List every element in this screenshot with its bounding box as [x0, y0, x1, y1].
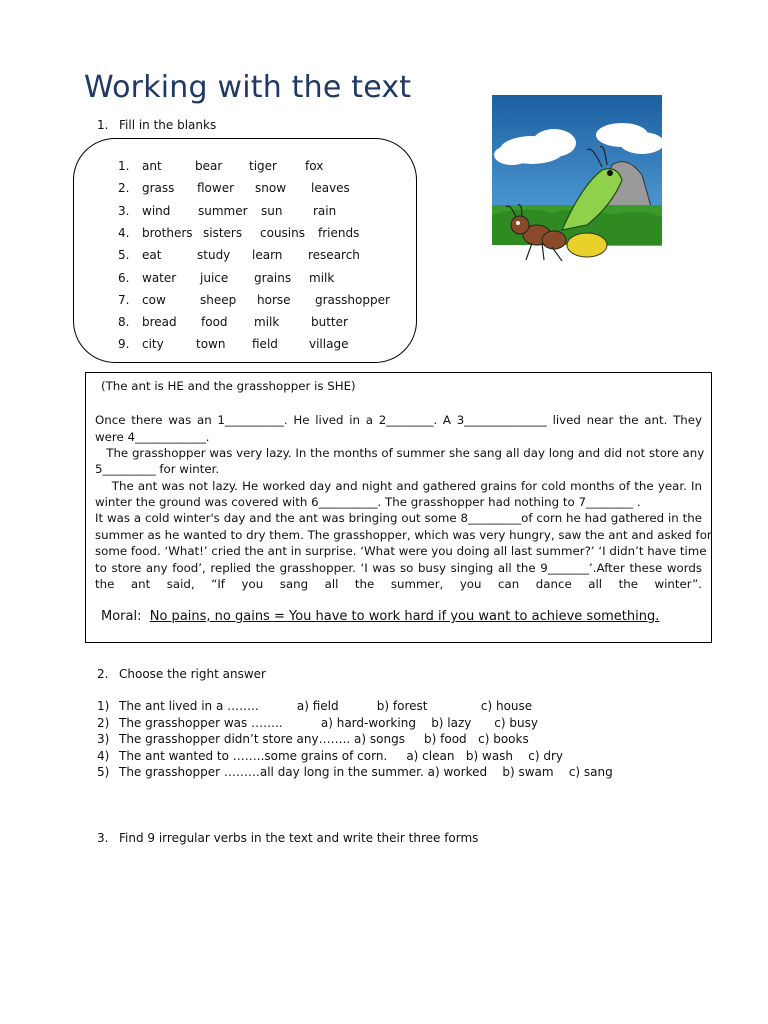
story-line: winter the ground was covered with 6__________. The grasshopper had nothing to 7________ . — [95, 495, 641, 509]
section-1-number: 1. — [97, 118, 109, 132]
story-line: The grasshopper was very lazy. In the months of summer she sang all day long and did not store any — [95, 446, 705, 460]
story-line: Once there was an 1__________. He lived in a 2________. A 3______________ lived near the ant. They — [95, 413, 702, 427]
section-3-number: 3. — [97, 831, 109, 845]
section-2-number: 2. — [97, 667, 109, 681]
story-line: It was a cold winter's day and the ant was bringing out some 8_________of corn he had gathered in the — [95, 511, 702, 525]
moral-text: No pains, no gains = You have to work hard if you want to achieve something. — [149, 609, 660, 624]
story-line: summer as he wanted to dry them. The grasshopper, which was very hungry, saw the ant and asked for — [95, 528, 712, 542]
moral — [101, 609, 659, 624]
section-2-heading — [97, 667, 266, 681]
page-title: Working with the text — [84, 70, 412, 105]
story-note: (The ant is HE and the grasshopper is SHE) — [101, 379, 356, 393]
story-line: the ant said, “If you sang all the summer, you can dance all the winter”. — [95, 577, 702, 591]
moral-label: Moral: — [101, 609, 142, 624]
story-line: 5_________ for winter. — [95, 462, 220, 476]
story-line: were 4____________. — [95, 430, 210, 444]
ant-grasshopper-illustration — [492, 95, 662, 265]
story-line: to store any food’, replied the grasshopper. ‘I was so busy singing all the 9_______’.After these words — [95, 561, 702, 575]
section-1-heading — [97, 118, 216, 132]
section-1-label: Fill in the blanks — [119, 118, 217, 132]
story-box — [85, 372, 712, 643]
story-line: The ant was not lazy. He worked day and night and gathered grains for cold months of the year. In — [95, 479, 702, 493]
section-3-heading — [97, 831, 478, 845]
word-list-box: 1. ant bear tiger fox 2. grass flower snow leaves 3. wind summer sun rain 4. brothers sisters cousins friends 5. eat study learn research 6. water juice grains milk 7. cow sheep horse grasshopper 8. bread food milk butter 9. city town field village — [73, 138, 417, 363]
story-line: some food. ‘What!’ cried the ant in surprise. ‘What were you doing all last summer?’ ‘I didn’t have time — [95, 544, 707, 558]
section-3-label: Find 9 irregular verbs in the text and write their three forms — [119, 831, 479, 845]
section-2-label: Choose the right answer — [119, 667, 266, 681]
